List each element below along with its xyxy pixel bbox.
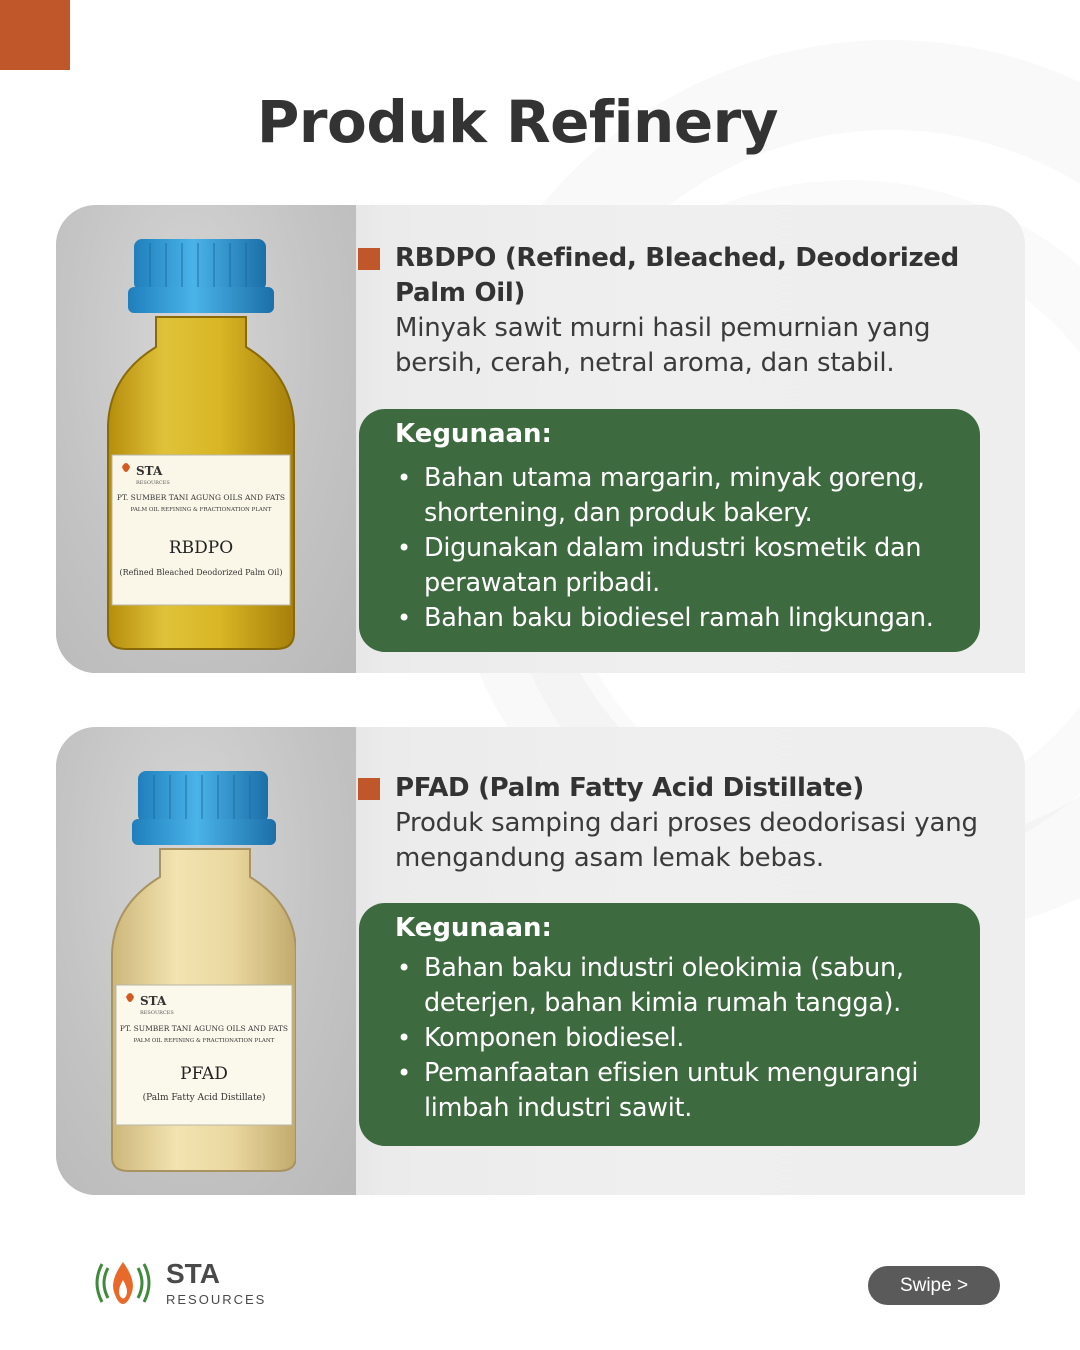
corner-accent bbox=[0, 0, 70, 70]
pfad-label-brand-sub: RESOURCES bbox=[140, 1010, 174, 1016]
uses-list-item: • Digunakan dalam industri kosmetik dan perawatan pribadi. bbox=[395, 531, 960, 601]
uses-list bbox=[395, 951, 960, 1126]
product-name: PFAD (Palm Fatty Acid Distillate) bbox=[395, 773, 864, 803]
uses-title: Kegunaan: bbox=[395, 419, 552, 449]
logo-name: STA bbox=[166, 1258, 220, 1289]
uses-list bbox=[395, 461, 960, 636]
uses-title: Kegunaan: bbox=[395, 913, 552, 943]
square-bullet-icon bbox=[358, 248, 380, 270]
pfad-label-brand: STA bbox=[140, 994, 167, 1008]
rbdpo-label-company: PT. SUMBER TANI AGUNG OILS AND FATS bbox=[116, 493, 286, 502]
product-heading-pfad bbox=[358, 771, 978, 876]
page-title: Produk Refinery bbox=[256, 88, 779, 156]
flame-logo-icon bbox=[90, 1258, 156, 1308]
square-bullet-icon bbox=[358, 778, 380, 800]
sta-resources-logo bbox=[90, 1258, 270, 1318]
pfad-label-full-name: (Palm Fatty Acid Distillate) bbox=[142, 1093, 266, 1103]
uses-list-item: • Bahan baku industri oleokimia (sabun, deterjen, bahan kimia rumah tangga). bbox=[395, 951, 960, 1021]
uses-list-item: • Bahan utama margarin, minyak goreng, shortening, dan produk bakery. bbox=[395, 461, 960, 531]
product-card-rbdpo bbox=[56, 205, 1025, 673]
uses-list-item: • Komponen biodiesel. bbox=[395, 1021, 960, 1056]
rbdpo-label-plant: PALM OIL REFINING & FRACTIONATION PLANT bbox=[130, 507, 272, 513]
logo-subtitle: RESOURCES bbox=[166, 1292, 267, 1307]
swipe-button[interactable]: Swipe > bbox=[868, 1266, 1000, 1305]
uses-list-item: • Bahan baku biodiesel ramah lingkungan. bbox=[395, 601, 960, 636]
pfad-bottle-image bbox=[106, 757, 296, 1177]
uses-list-item: • Pemanfaatan efisien untuk mengurangi limbah industri sawit. bbox=[395, 1056, 960, 1126]
rbdpo-bottle-image bbox=[106, 235, 296, 655]
rbdpo-label-brand: STA bbox=[136, 464, 163, 478]
rbdpo-label-full-name: (Refined Bleached Deodorized Palm Oil) bbox=[119, 568, 283, 577]
product-photo-pfad bbox=[56, 727, 356, 1195]
pfad-label-code: PFAD bbox=[180, 1064, 228, 1084]
rbdpo-label-brand-sub: RESOURCES bbox=[136, 480, 170, 486]
product-description: Produk samping dari proses deodorisasi yang mengandung asam lemak bebas. bbox=[395, 808, 978, 873]
product-photo-rbdpo bbox=[56, 205, 356, 673]
product-description: Minyak sawit murni hasil pemurnian yang bersih, cerah, netral aroma, dan stabil. bbox=[395, 313, 931, 378]
product-heading-rbdpo bbox=[358, 241, 978, 381]
uses-box-pfad bbox=[359, 903, 980, 1146]
pfad-label-plant: PALM OIL REFINING & FRACTIONATION PLANT bbox=[133, 1038, 275, 1044]
uses-box-rbdpo bbox=[359, 409, 980, 652]
rbdpo-label-code: RBDPO bbox=[168, 538, 234, 558]
product-name: RBDPO (Refined, Bleached, Deodorized Palm Oil) bbox=[395, 243, 959, 308]
product-card-pfad bbox=[56, 727, 1025, 1195]
pfad-label-company: PT. SUMBER TANI AGUNG OILS AND FATS bbox=[119, 1024, 289, 1033]
